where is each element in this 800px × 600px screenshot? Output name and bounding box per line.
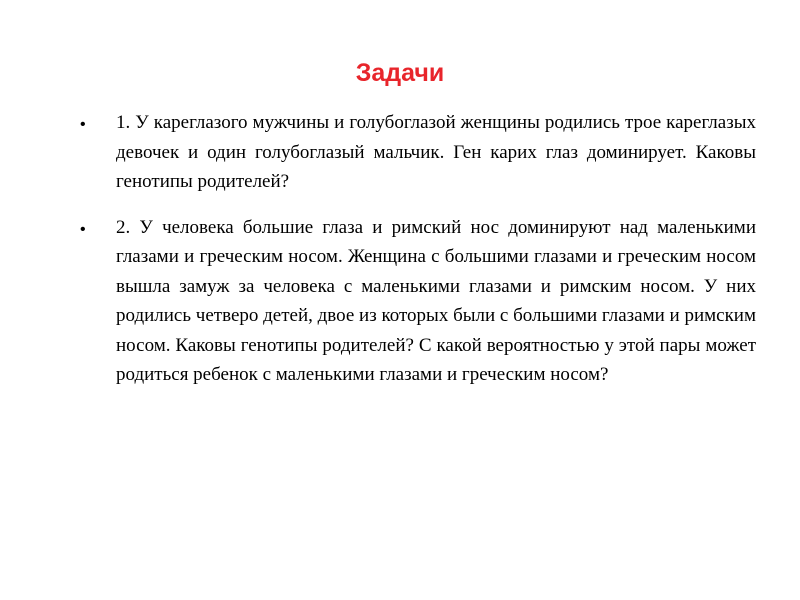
task-item-1 <box>80 108 756 197</box>
slide-title: Задачи <box>355 59 445 87</box>
task-text-1: 1. У кареглазого мужчины и голубоглазой женщины родились трое кареглазых девочек и один голубоглазый мальчик. Ген карих глаз доминирует. Каковы генотипы родителей? <box>116 112 756 192</box>
bullet-icon: • <box>80 116 86 133</box>
task-text-2: 2. У человека большие глаза и римский нос доминируют над маленькими глазами и греческим носом. Женщина с большими глазами и греческим носом вышла замуж за человека с маленькими глазами и римским носом. У них родились четверо детей, двое из которых были с большими глазами и римским носом. Каковы генотипы родителей? С какой вероятностью у этой пары может родиться ребенок с маленькими глазами и греческим носом? <box>116 216 756 385</box>
task-list <box>80 108 756 406</box>
bullet-icon: • <box>80 220 86 238</box>
task-item-2 <box>80 213 756 390</box>
